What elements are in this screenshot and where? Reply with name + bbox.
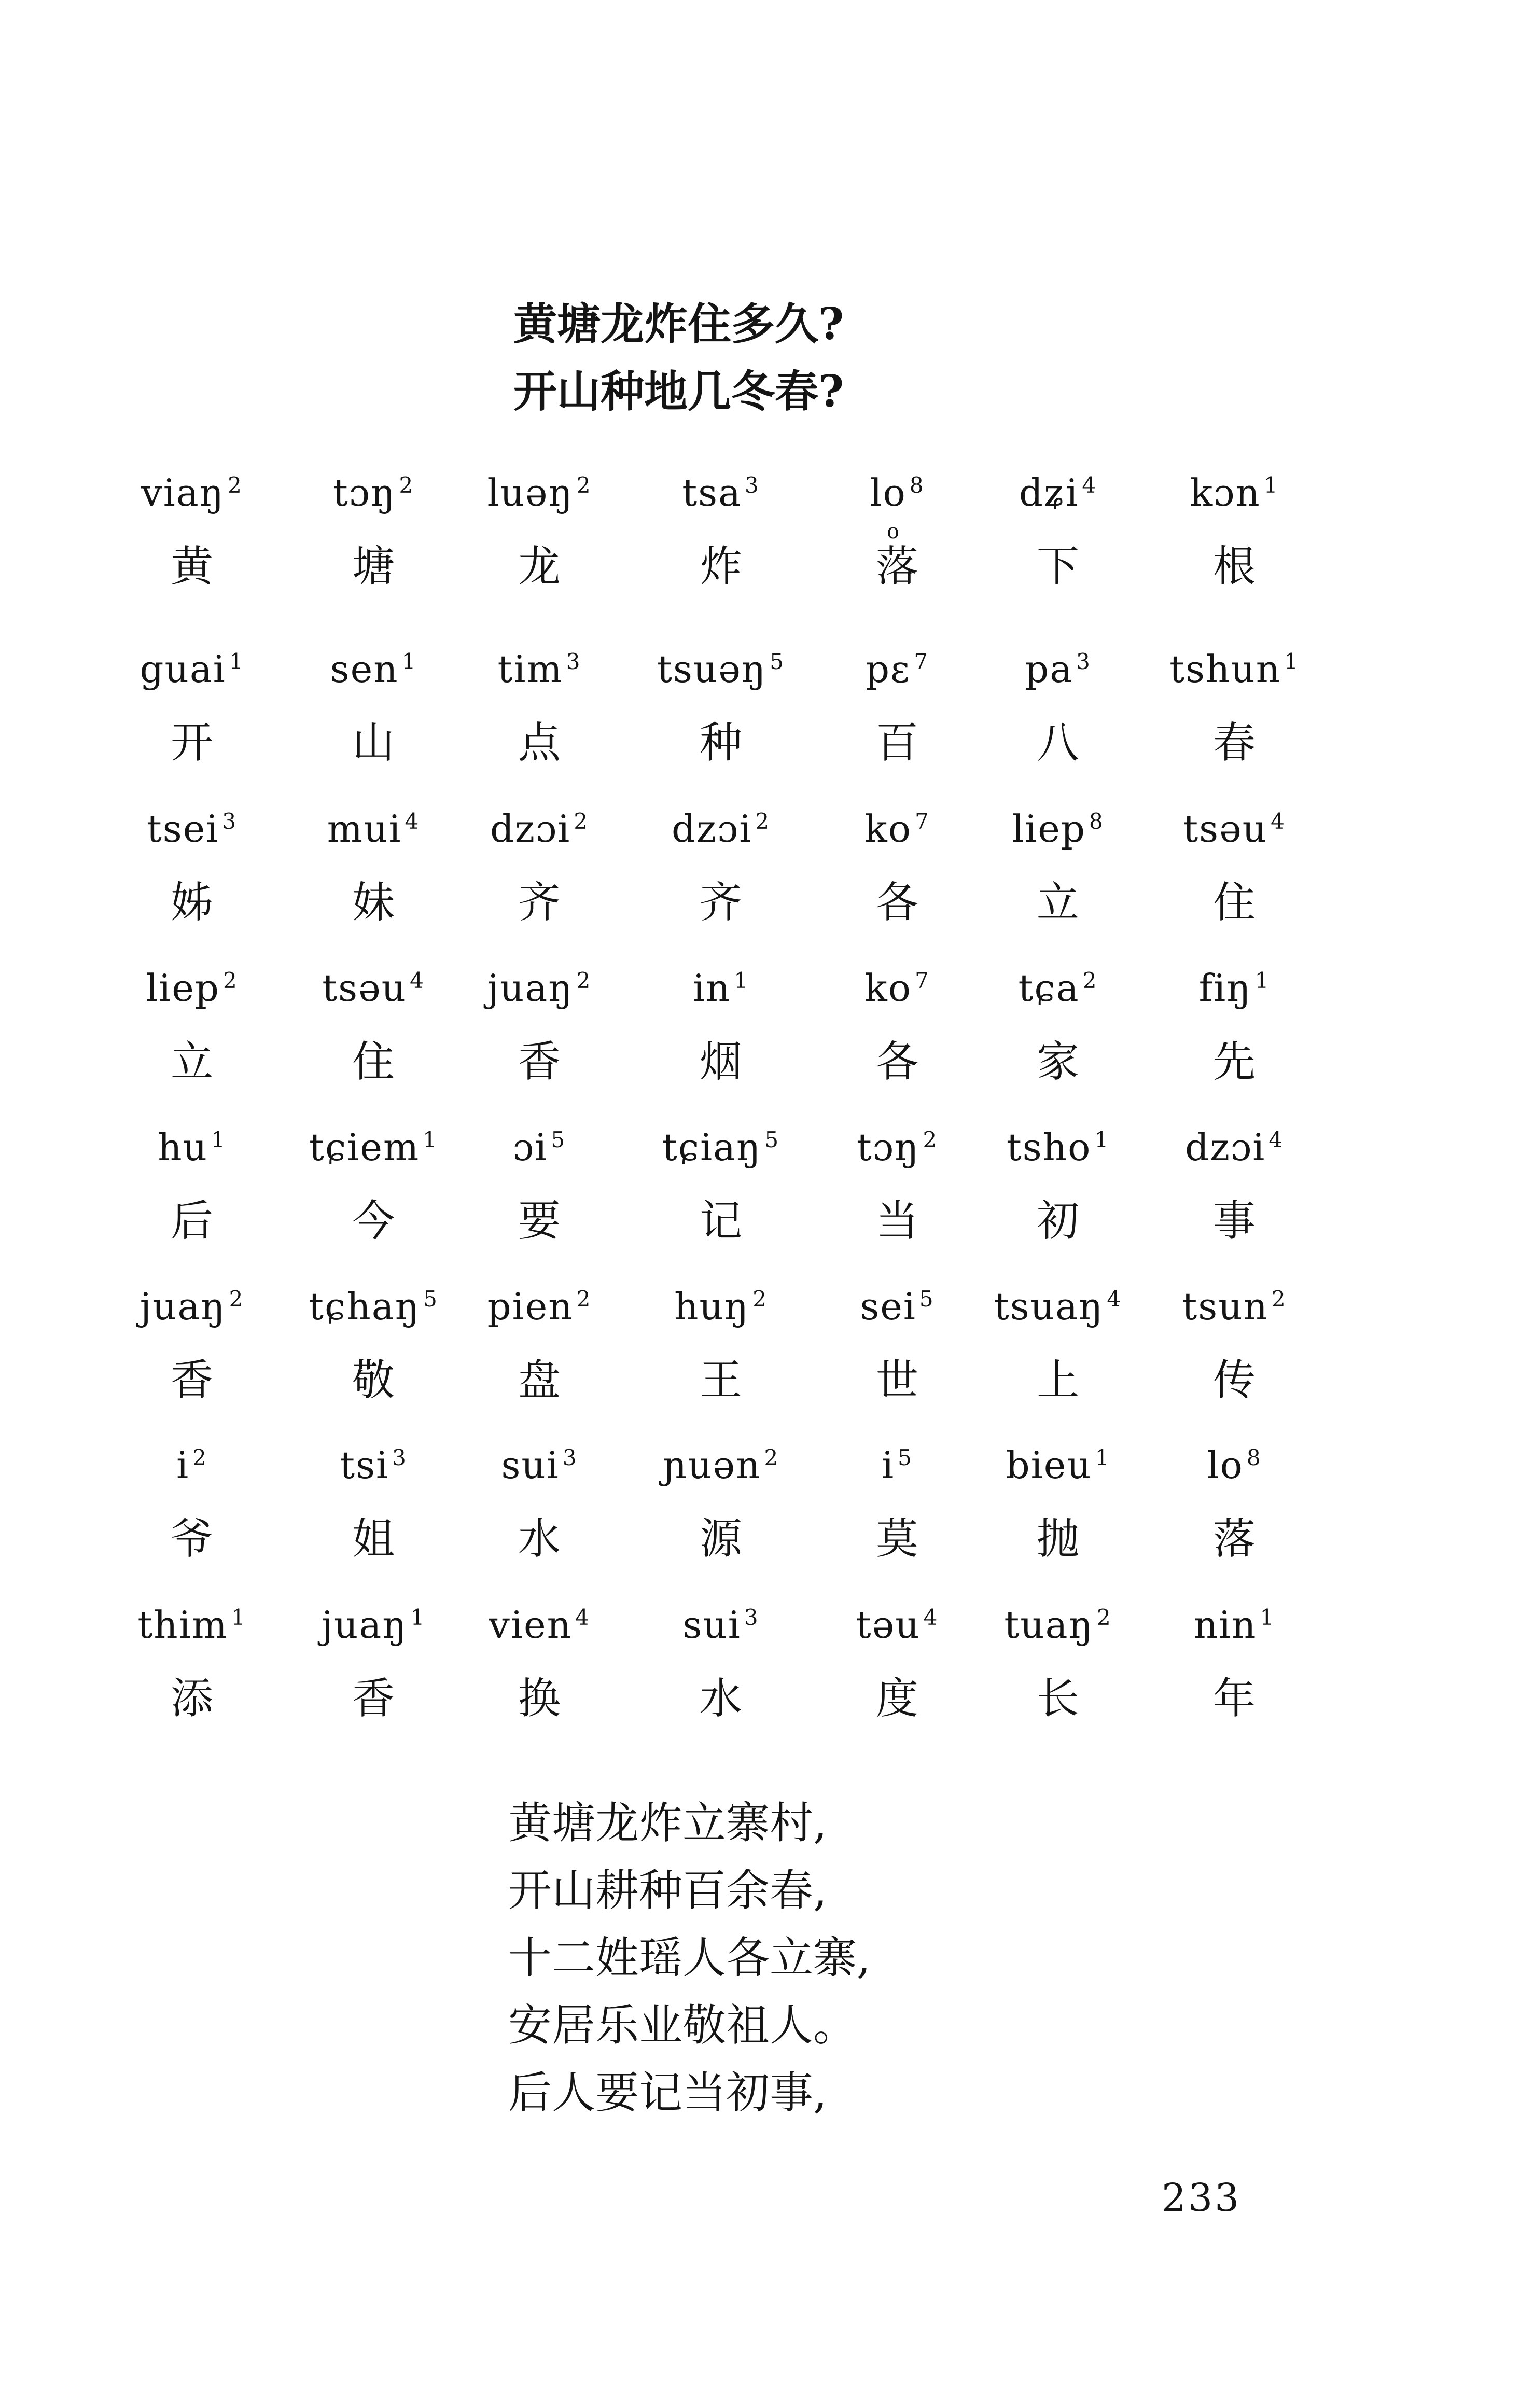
grid-row (0, 469, 1534, 620)
tone-number: 3 (222, 809, 238, 834)
chinese-character: 今 (352, 1196, 395, 1246)
grid-row (0, 646, 1534, 796)
tone-number: 1 (734, 968, 749, 993)
tone-number: 2 (1096, 1605, 1112, 1630)
tone-number: 1 (1094, 1127, 1110, 1152)
tone-number: 5 (898, 1445, 913, 1470)
romanization-text: tsa (682, 471, 742, 514)
romanization-text: tɕiaŋ (662, 1125, 762, 1169)
romanization-text: tsəu (322, 966, 407, 1010)
romanization-text: hu (158, 1125, 208, 1169)
verse-line-3: 十二姓瑶人各立寨, (508, 1932, 871, 1983)
tone-number: 2 (576, 968, 592, 993)
chinese-character: 要 (518, 1196, 561, 1246)
romanization-text: tɕiem (309, 1125, 420, 1169)
tone-number: 1 (1263, 472, 1279, 498)
romanization-text: tsuaŋ (994, 1285, 1104, 1328)
romanization (809, 1283, 985, 1330)
romanization (285, 1442, 462, 1488)
romanization (1146, 1283, 1322, 1330)
romanization (104, 1124, 280, 1171)
romanization-text: ɔi (512, 1125, 548, 1169)
tone-number: 4 (1082, 472, 1097, 498)
romanization-text: sei (860, 1285, 916, 1328)
romanization (1146, 646, 1322, 692)
chinese-character: 开 (170, 718, 213, 768)
tone-number: 4 (1107, 1286, 1122, 1312)
tone-number: 3 (745, 472, 760, 498)
romanization-text: liep (1012, 807, 1086, 851)
verse-line-1: 黄塘龙炸立寨村, (508, 1798, 827, 1848)
tone-number: 2 (228, 472, 243, 498)
tone-number: 1 (211, 1127, 226, 1152)
tone-number: 2 (752, 1286, 768, 1312)
chinese-character: 爷 (170, 1514, 213, 1564)
romanization (285, 469, 462, 516)
romanization-text: tsun (1182, 1285, 1268, 1328)
grid-row (0, 1124, 1534, 1274)
tone-number: 3 (392, 1445, 407, 1470)
romanization-text: vien (489, 1603, 572, 1647)
romanization-text: guai (140, 647, 226, 691)
romanization (1146, 469, 1322, 516)
romanization (633, 1283, 809, 1330)
tone-number: 2 (576, 1286, 592, 1312)
tone-number: 1 (401, 649, 417, 674)
heading-line-1: 黄塘龙炸住多久? (513, 298, 844, 350)
romanization (451, 469, 627, 516)
page-number: 233 (1162, 2176, 1242, 2220)
romanization (970, 965, 1146, 1011)
chinese-character: 香 (518, 1037, 561, 1087)
chinese-character: 八 (1036, 718, 1079, 768)
tone-number: 2 (923, 1127, 938, 1152)
romanization-text: lo (870, 471, 907, 514)
tone-number: 2 (576, 472, 592, 498)
romanization (104, 965, 280, 1011)
romanization (451, 646, 627, 692)
romanization-text: pa (1025, 647, 1073, 691)
romanization (1146, 1442, 1322, 1488)
chinese-character: 源 (699, 1514, 742, 1564)
chinese-character: 先 (1212, 1037, 1256, 1087)
tone-number: 8 (909, 472, 925, 498)
chinese-character: 炸 (699, 542, 742, 591)
romanization-text: i (882, 1443, 895, 1487)
romanization (104, 1442, 280, 1488)
verse-line-5: 后人要记当初事, (508, 2067, 827, 2118)
tone-number: 2 (1082, 968, 1098, 993)
romanization-text: dzɔi (1184, 1125, 1266, 1169)
tone-number: 3 (1076, 649, 1091, 674)
romanization-text: luəŋ (487, 471, 574, 514)
chinese-character: 种 (699, 718, 742, 768)
chinese-character: 下 (1036, 542, 1079, 591)
tone-number: 2 (192, 1445, 207, 1470)
romanization-text: tshun (1169, 647, 1281, 691)
tone-number: 1 (231, 1605, 246, 1630)
chinese-character: 香 (352, 1674, 395, 1723)
tone-number: 1 (423, 1127, 438, 1152)
romanization (451, 965, 627, 1011)
tone-number: 4 (1268, 1127, 1284, 1152)
romanization (285, 1124, 462, 1171)
romanization (970, 805, 1146, 852)
romanization-text: pien (487, 1285, 574, 1328)
romanization (451, 1283, 627, 1330)
tone-number: 4 (1271, 809, 1286, 834)
romanization (809, 1602, 985, 1648)
grid-row (0, 1602, 1534, 1752)
romanization (104, 1283, 280, 1330)
poem-heading (513, 290, 1136, 425)
romanization-text: dzɔi (490, 807, 571, 851)
tone-number: 3 (744, 1605, 759, 1630)
romanization-text: ko (864, 807, 912, 851)
romanization (633, 1124, 809, 1171)
chinese-character: 后 (170, 1196, 213, 1246)
chinese-character: 烟 (699, 1037, 742, 1087)
romanization-text: təu (856, 1603, 921, 1647)
chinese-character: 抛 (1036, 1514, 1079, 1564)
romanization-text: tɕhaŋ (309, 1285, 421, 1328)
tone-number: 8 (1246, 1445, 1262, 1470)
romanization-text: sui (501, 1443, 560, 1487)
romanization-text: juaŋ (140, 1285, 226, 1328)
tone-number: 1 (1260, 1605, 1275, 1630)
chinese-character: 黄 (170, 542, 213, 591)
chinese-character: 齐 (518, 878, 561, 927)
tone-number: 4 (923, 1605, 939, 1630)
romanization (285, 1602, 462, 1648)
romanization (1146, 1124, 1322, 1171)
romanization (285, 965, 462, 1011)
tone-number: 2 (574, 809, 589, 834)
romanization-text: tsho (1006, 1125, 1092, 1169)
romanization (970, 1283, 1146, 1330)
romanization (809, 805, 985, 852)
romanization (104, 805, 280, 852)
tone-number: 1 (229, 649, 244, 674)
grid-row (0, 965, 1534, 1115)
romanization-text: tɕa (1018, 966, 1080, 1010)
chinese-character: 年 (1212, 1674, 1256, 1723)
chinese-character: 传 (1212, 1356, 1256, 1405)
grid-row (0, 1283, 1534, 1433)
chinese-character: 换 (518, 1674, 561, 1723)
romanization (451, 805, 627, 852)
tone-number: 5 (919, 1286, 935, 1312)
chinese-character: 记 (699, 1196, 742, 1246)
romanization (809, 646, 985, 692)
heading-line-2: 开山种地几冬春? (513, 366, 844, 417)
tone-number: 2 (764, 1445, 779, 1470)
tone-number: 2 (229, 1286, 244, 1312)
chinese-character: 水 (518, 1514, 561, 1564)
tone-number: 5 (551, 1127, 566, 1152)
chinese-character: 水 (699, 1674, 742, 1723)
chinese-character: 度 (875, 1674, 918, 1723)
romanization (809, 965, 985, 1011)
tone-number: 7 (915, 809, 930, 834)
chinese-character: 齐 (699, 878, 742, 927)
chinese-character: 各 (875, 878, 918, 927)
romanization (970, 1124, 1146, 1171)
romanization (451, 1602, 627, 1648)
chinese-character: 香 (170, 1356, 213, 1405)
chinese-character: 落 (1212, 1514, 1256, 1564)
romanization (451, 1124, 627, 1171)
romanization (633, 805, 809, 852)
chinese-character: 事 (1212, 1196, 1256, 1246)
tone-number: 7 (914, 649, 929, 674)
tone-number: 1 (1095, 1445, 1110, 1470)
romanization-text: huŋ (674, 1285, 750, 1328)
romanization-text: tuaŋ (1004, 1603, 1094, 1647)
romanization (970, 646, 1146, 692)
tone-number: 2 (1271, 1286, 1287, 1312)
romanization-text: juaŋ (487, 966, 574, 1010)
tone-number: 2 (223, 968, 238, 993)
tone-number: 8 (1089, 809, 1104, 834)
tone-number: 7 (915, 968, 930, 993)
tone-number: 2 (399, 472, 414, 498)
romanization (633, 646, 809, 692)
tone-number: 1 (1254, 968, 1270, 993)
romanization-text: liep (146, 966, 220, 1010)
tone-number: 5 (764, 1127, 780, 1152)
romanization (633, 1602, 809, 1648)
romanization-text: fiŋ (1198, 966, 1252, 1010)
romanization (633, 469, 809, 516)
romanization-text: mui (327, 807, 402, 851)
romanization (970, 1442, 1146, 1488)
tone-number: 5 (423, 1286, 438, 1312)
romanization-text: juaŋ (321, 1603, 408, 1647)
chinese-character: 根 (1212, 542, 1256, 591)
verse-block (508, 1789, 1234, 2126)
tone-number: 4 (405, 809, 420, 834)
romanization (970, 1602, 1146, 1648)
romanization (809, 1442, 985, 1488)
romanization (633, 965, 809, 1011)
verse-line-4: 安居乐业敬祖人。 (508, 2000, 857, 2051)
chinese-character: 盘 (518, 1356, 561, 1405)
romanization-text: tsei (146, 807, 219, 851)
chinese-character: 长 (1036, 1674, 1079, 1723)
chinese-character: 家 (1036, 1037, 1079, 1087)
romanization-text: nin (1193, 1603, 1257, 1647)
tone-number: 5 (770, 649, 785, 674)
chinese-character: 妹 (352, 878, 395, 927)
chinese-character: 百 (875, 718, 918, 768)
chinese-character: 住 (352, 1037, 395, 1087)
romanization-text: lo (1207, 1443, 1244, 1487)
romanization-text: bieu (1006, 1443, 1092, 1487)
romanization (633, 1442, 809, 1488)
chinese-character: 姊 (170, 878, 213, 927)
chinese-character: 姐 (352, 1514, 395, 1564)
chinese-character: 落 (875, 542, 918, 591)
chinese-character: 初 (1036, 1196, 1079, 1246)
romanization-text: kɔn (1190, 471, 1261, 514)
romanization-text: sui (682, 1603, 741, 1647)
chinese-character: 立 (1036, 878, 1079, 927)
romanization (104, 1602, 280, 1648)
romanization-text: tɔŋ (856, 1125, 920, 1169)
romanization (1146, 965, 1322, 1011)
romanization-text: tɔŋ (332, 471, 396, 514)
romanization-text: thim (137, 1603, 228, 1647)
romanization (285, 805, 462, 852)
romanization-text: tsəu (1183, 807, 1268, 851)
chinese-character: 上 (1036, 1356, 1079, 1405)
romanization (1146, 1602, 1322, 1648)
chinese-character: 塘 (352, 542, 395, 591)
romanization (451, 1442, 627, 1488)
romanization-text: dʑi (1019, 471, 1079, 514)
chinese-character: 住 (1212, 878, 1256, 927)
romanization (809, 1124, 985, 1171)
romanization-text: tsi (340, 1443, 389, 1487)
chinese-character: 各 (875, 1037, 918, 1087)
romanization (970, 469, 1146, 516)
romanization (809, 469, 985, 516)
chinese-character: 点 (518, 718, 561, 768)
chinese-character: 立 (170, 1037, 213, 1087)
tone-number: 1 (410, 1605, 426, 1630)
grid-row (0, 805, 1534, 956)
chinese-character: 春 (1212, 718, 1256, 768)
tone-number: 3 (562, 1445, 578, 1470)
chinese-character: 王 (699, 1356, 742, 1405)
tone-number: 2 (755, 809, 771, 834)
romanization-text: dzɔi (671, 807, 752, 851)
grid-row (0, 1442, 1534, 1592)
romanization (285, 1283, 462, 1330)
tone-number: 1 (1284, 649, 1299, 674)
chinese-character: 世 (875, 1356, 918, 1405)
tone-number: 4 (410, 968, 425, 993)
romanization-text: i (176, 1443, 190, 1487)
verse-line-2: 开山耕种百余春, (508, 1865, 827, 1916)
romanization-text: pε (865, 647, 911, 691)
romanization-text: ɲuən (662, 1443, 761, 1487)
romanization (285, 646, 462, 692)
chinese-character: 莫 (875, 1514, 918, 1564)
tone-number: 4 (575, 1605, 590, 1630)
chinese-character: 当 (875, 1196, 918, 1246)
entering-tone-mark: o (887, 520, 900, 544)
chinese-character: 添 (170, 1674, 213, 1723)
tone-number: 3 (566, 649, 581, 674)
romanization (1146, 805, 1322, 852)
romanization (104, 469, 280, 516)
romanization-text: sen (330, 647, 399, 691)
romanization-text: ko (864, 966, 912, 1010)
romanization-text: in (692, 966, 731, 1010)
romanization-text: tim (497, 647, 563, 691)
romanization-text: viaŋ (141, 471, 225, 514)
chinese-character: 敬 (352, 1356, 395, 1405)
chinese-character: 山 (352, 718, 395, 768)
romanization-text: tsuəŋ (657, 647, 767, 691)
romanization (104, 646, 280, 692)
chinese-character: 龙 (518, 542, 561, 591)
